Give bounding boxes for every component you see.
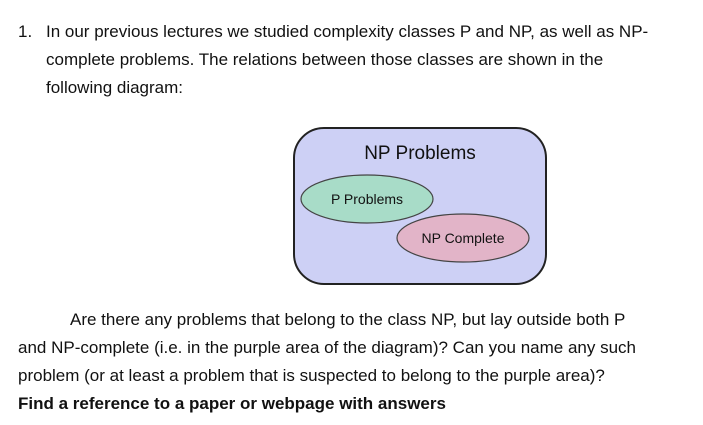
np-complete-label: NP Complete: [421, 230, 505, 246]
intro-line-2: complete problems. The relations between those classes are shown in the: [46, 50, 604, 69]
intro-line-1: In our previous lectures we studied complexity classes P and NP, as well as NP-: [46, 22, 649, 41]
body-line-1: Are there any problems that belong to the class NP, but lay outside both P: [70, 310, 626, 329]
body-line-3: problem (or at least a problem that is suspected to belong to the purple area)?: [18, 366, 605, 385]
instruction: Find a reference to a paper or webpage with answers: [18, 394, 446, 413]
body-line-2: and NP-complete (i.e. in the purple area of the diagram)? Can you name any such: [18, 338, 637, 357]
question-number: 1.: [18, 22, 33, 41]
intro-line-3: following diagram:: [46, 78, 184, 97]
np-problems-label: NP Problems: [364, 143, 476, 164]
p-problems-label: P Problems: [330, 191, 404, 207]
